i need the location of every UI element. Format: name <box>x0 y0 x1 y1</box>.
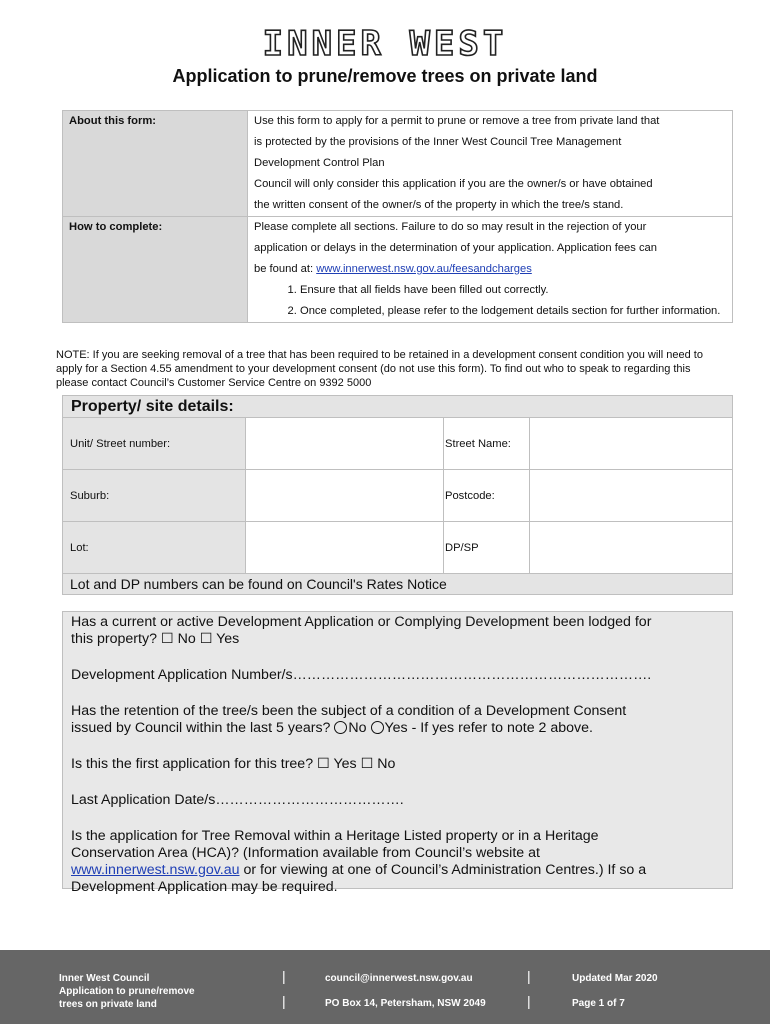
last-date-line[interactable]: Last Application Date/s…………………………………. <box>71 792 404 808</box>
q4-line4: Development Application may be required. <box>71 879 338 895</box>
dp-sp-label: DP/SP <box>444 522 530 573</box>
q3-yes-label: Yes <box>333 756 357 772</box>
q1-yes-label: Yes <box>216 631 240 647</box>
footer-org <box>59 972 259 1011</box>
step-item: 1. Ensure that all fields have been filled out correctly. <box>300 280 726 301</box>
about-line: Council will only consider this application if you are the owner/s or have obtained <box>254 178 653 190</box>
how-text <box>248 217 733 323</box>
q2-yes-label: Yes - If yes refer to note 2 above. <box>384 720 593 736</box>
q4-line2: Conservation Area (HCA)? (Information available from Council’s website at <box>71 845 540 861</box>
street-name-label: Street Name: <box>444 418 530 469</box>
about-text <box>248 111 733 217</box>
dp-sp-field[interactable] <box>530 522 732 573</box>
unit-street-number-field[interactable] <box>246 418 444 469</box>
questions-section <box>62 611 733 895</box>
q1-no-checkbox[interactable]: ☐ <box>160 631 174 647</box>
lot-field[interactable] <box>246 522 444 573</box>
footer-updated: Updated Mar 2020 <box>572 973 658 984</box>
suburb-field[interactable] <box>246 470 444 521</box>
property-details-section <box>62 395 733 595</box>
footer-separator: | <box>527 968 531 984</box>
postcode-field[interactable] <box>530 470 732 521</box>
footer-doc-line2: trees on private land <box>59 999 157 1010</box>
q3-text: Is this the first application for this tree? <box>71 756 314 772</box>
fees-link[interactable]: www.innerwest.nsw.gov.au/feesandcharges <box>316 263 532 275</box>
how-line: Please complete all sections. Failure to do so may result in the rejection of your <box>254 221 647 233</box>
q3-no-label: No <box>377 756 396 772</box>
how-line: application or delays in the determination of your application. Application fees can <box>254 242 658 254</box>
q3-yes-checkbox[interactable]: ☐ <box>317 756 330 772</box>
council-website-link[interactable]: www.innerwest.nsw.gov.au <box>71 862 240 878</box>
q4-line3 <box>71 862 724 879</box>
about-line: is protected by the provisions of the Inner West Council Tree Management <box>254 136 622 148</box>
q2-yes-radio[interactable] <box>371 721 384 734</box>
property-row <box>63 418 732 470</box>
q1-line1: Has a current or active Development Application or Complying Development been lodged for <box>71 614 652 630</box>
q2-text: issued by Council within the last 5 years? <box>71 720 331 736</box>
footer-org-name: Inner West Council <box>59 973 150 984</box>
property-heading: Property/ site details: <box>63 396 732 418</box>
postcode-label: Postcode: <box>444 470 530 521</box>
suburb-label: Suburb: <box>63 470 246 521</box>
note-text: NOTE: If you are seeking removal of a tree that has been required to be retained in a development consent condition you will need to apply for a Section 4.55 amendment to your development consent (do not use this form). To find out who to speak to regarding this please contact Council’s Customer Service Centre on 9392 5000 <box>56 349 703 389</box>
q3-no-checkbox[interactable]: ☐ <box>360 756 374 772</box>
q3-line <box>71 756 724 773</box>
page-title: Application to prune/remove trees on private land <box>172 66 598 86</box>
about-line: Development Control Plan <box>254 157 385 169</box>
inner-west-logo <box>0 24 770 64</box>
fees-prefix: be found at: <box>254 263 317 275</box>
about-line: the written consent of the owner/s of the property in which the tree/s stand. <box>254 199 624 211</box>
footer-address: PO Box 14, Petersham, NSW 2049 <box>325 998 486 1009</box>
q1-yes-checkbox[interactable]: ☐ <box>199 631 213 647</box>
footer-doc-line1: Application to prune/remove <box>59 986 195 997</box>
about-label: About this form: <box>63 111 248 217</box>
q2-line1: Has the retention of the tree/s been the subject of a condition of a Development Consent <box>71 703 627 719</box>
footer-page-number: Page 1 of 7 <box>572 998 625 1009</box>
q4-line3-rest: or for viewing at one of Council’s Administration Centres.) If so a <box>239 862 647 878</box>
lot-label: Lot: <box>63 522 246 573</box>
street-name-field[interactable] <box>530 418 732 469</box>
q2-line2 <box>71 720 724 737</box>
q4-line1: Is the application for Tree Removal within a Heritage Listed property or in a Heritage <box>71 828 599 844</box>
about-line: Use this form to apply for a permit to prune or remove a tree from private land that <box>254 115 660 127</box>
q2-no-label: No <box>348 720 367 736</box>
page-footer <box>0 950 770 1024</box>
footer-separator: | <box>282 993 286 1009</box>
footer-email: council@innerwest.nsw.gov.au <box>325 973 473 984</box>
footer-separator: | <box>527 993 531 1009</box>
fees-line <box>254 259 726 280</box>
q1-line2 <box>71 631 724 648</box>
property-row <box>63 470 732 522</box>
step-item: 2. Once completed, please refer to the lodgement details section for further information. <box>300 301 726 322</box>
q1-text: this property? <box>71 631 157 647</box>
how-label: How to complete: <box>63 217 248 323</box>
footer-separator: | <box>282 968 286 984</box>
q2-no-radio[interactable] <box>334 721 347 734</box>
rates-notice-footnote: Lot and DP numbers can be found on Council's Rates Notice <box>63 574 732 594</box>
da-number-line[interactable]: Development Application Number/s…………………………………………………………………. <box>71 667 652 683</box>
q1-no-label: No <box>177 631 196 647</box>
property-row <box>63 522 732 574</box>
steps-list <box>254 280 726 322</box>
info-table <box>62 110 733 323</box>
unit-street-number-label: Unit/ Street number: <box>63 418 246 469</box>
logo-wordmark: INNER WEST <box>262 24 508 64</box>
